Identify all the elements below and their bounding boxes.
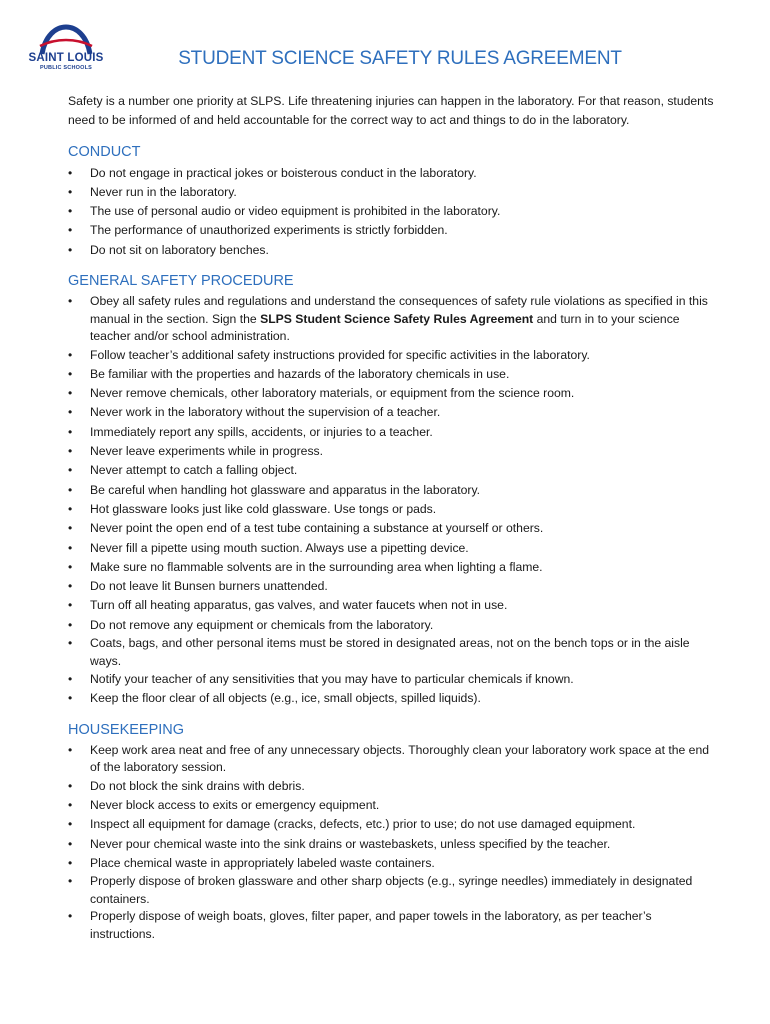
bullet-icon: • bbox=[68, 501, 73, 516]
bullet-icon: • bbox=[68, 184, 73, 199]
list-item: • Never work in the laboratory without the supervision of a teacher. bbox=[68, 403, 718, 422]
list-item: • Hot glassware looks just like cold glassware. Use tongs or pads. bbox=[68, 500, 718, 519]
list-item: • Obey all safety rules and regulations and understand the consequences of safety rule violations as specified in this manual in the section. Sign the SLPS Student Science Safety Rules Agreement and turn in to your science teacher and/or school administration. bbox=[68, 294, 708, 344]
list-item: • Do not engage in practical jokes or boisterous conduct in the laboratory. bbox=[68, 164, 718, 183]
bullet-icon: • bbox=[68, 294, 73, 309]
bullet-icon: • bbox=[68, 672, 73, 687]
bullet-icon: • bbox=[68, 347, 73, 362]
bullet-icon: • bbox=[68, 540, 73, 555]
list-item: • Keep work area neat and free of any unnecessary objects. Thoroughly clean your laboratory work space at the end of the laboratory session. bbox=[68, 742, 709, 775]
general-safety-list bbox=[68, 293, 718, 709]
bullet-icon: • bbox=[68, 386, 73, 401]
bullet-icon: • bbox=[68, 366, 73, 381]
bullet-icon: • bbox=[68, 521, 73, 536]
conduct-list bbox=[68, 164, 718, 260]
bullet-icon: • bbox=[68, 223, 73, 238]
intro-paragraph: Safety is a number one priority at SLPS. Life threatening injuries can happen in the laboratory. For that reason, students need to be informed of and held accountable for the correct way to act and things to do in the laboratory. bbox=[68, 94, 714, 128]
list-item: • Be careful when handling hot glassware and apparatus in the laboratory. bbox=[68, 481, 718, 500]
bullet-icon: • bbox=[68, 579, 73, 594]
bullet-icon: • bbox=[68, 204, 73, 219]
logo-text: SAINT LOUIS bbox=[28, 52, 104, 64]
bullet-icon: • bbox=[68, 836, 73, 851]
list-item: • Never run in the laboratory. bbox=[68, 183, 718, 202]
list-item: • Immediately report any spills, accidents, or injuries to a teacher. bbox=[68, 423, 718, 442]
bullet-icon: • bbox=[68, 598, 73, 613]
list-item: • Place chemical waste in appropriately labeled waste containers. bbox=[68, 854, 718, 873]
bullet-icon: • bbox=[68, 463, 73, 478]
list-item: • Never fill a pipette using mouth suction. Always use a pipetting device. bbox=[68, 539, 718, 558]
bullet-icon: • bbox=[68, 617, 73, 632]
housekeeping-list bbox=[68, 742, 718, 943]
bullet-icon: • bbox=[68, 405, 73, 420]
page-title: STUDENT SCIENCE SAFETY RULES AGREEMENT bbox=[178, 48, 622, 69]
list-item: • Be familiar with the properties and hazards of the laboratory chemicals in use. bbox=[68, 365, 718, 384]
list-item: • Never pour chemical waste into the sink drains or wastebaskets, unless specified by the teacher. bbox=[68, 835, 718, 854]
list-item: • Never attempt to catch a falling object. bbox=[68, 461, 718, 480]
section-heading-general-safety: GENERAL SAFETY PROCEDURE bbox=[68, 273, 294, 290]
bullet-icon: • bbox=[68, 165, 73, 180]
list-item: • Never leave experiments while in progress. bbox=[68, 442, 718, 461]
list-item: • Keep the floor clear of all objects (e.g., ice, small objects, spilled liquids). bbox=[68, 689, 718, 708]
bullet-icon: • bbox=[68, 444, 73, 459]
list-item: • Do not leave lit Bunsen burners unattended. bbox=[68, 577, 718, 596]
bullet-icon: • bbox=[68, 742, 73, 757]
list-item: • Make sure no flammable solvents are in the surrounding area when lighting a flame. bbox=[68, 558, 718, 577]
list-item: • Never remove chemicals, other laboratory materials, or equipment from the science room. bbox=[68, 384, 718, 403]
bullet-icon: • bbox=[68, 559, 73, 574]
bullet-icon: • bbox=[68, 909, 73, 924]
bullet-icon: • bbox=[68, 874, 73, 889]
list-item: • Never point the open end of a test tube containing a substance at yourself or others. bbox=[68, 519, 718, 538]
list-item: • Do not block the sink drains with debris. bbox=[68, 777, 718, 796]
bullet-icon: • bbox=[68, 855, 73, 870]
agreement-name: SLPS Student Science Safety Rules Agreement bbox=[260, 311, 534, 326]
list-item: • Properly dispose of weigh boats, gloves, filter paper, and paper towels in the laboratory, as per teacher’s instructions. bbox=[68, 909, 652, 941]
bullet-icon: • bbox=[68, 636, 73, 651]
document-body bbox=[68, 92, 718, 943]
bullet-icon: • bbox=[68, 242, 73, 257]
bullet-icon: • bbox=[68, 778, 73, 793]
bullet-icon: • bbox=[68, 817, 73, 832]
bullet-icon: • bbox=[68, 691, 73, 706]
list-item: • The use of personal audio or video equipment is prohibited in the laboratory. bbox=[68, 202, 718, 221]
list-item: • Inspect all equipment for damage (cracks, defects, etc.) prior to use; do not use damaged equipment. bbox=[68, 815, 718, 834]
list-item: • Do not sit on laboratory benches. bbox=[68, 241, 718, 260]
list-item: • Properly dispose of broken glassware and other sharp objects (e.g., syringe needles) immediately in designated containers. bbox=[68, 874, 693, 906]
section-heading-housekeeping: HOUSEKEEPING bbox=[68, 721, 185, 738]
bullet-icon: • bbox=[68, 424, 73, 439]
section-heading-conduct: CONDUCT bbox=[68, 143, 141, 160]
list-item: • Notify your teacher of any sensitivities that you may have to particular chemicals if known. bbox=[68, 670, 718, 689]
list-item: • Never block access to exits or emergency equipment. bbox=[68, 796, 718, 815]
list-item: • The performance of unauthorized experiments is strictly forbidden. bbox=[68, 221, 718, 240]
logo-subtext: PUBLIC SCHOOLS bbox=[40, 65, 92, 71]
bullet-icon: • bbox=[68, 482, 73, 497]
list-item: • Coats, bags, and other personal items must be stored in designated areas, not on the bench tops or in the aisle ways. bbox=[68, 636, 690, 668]
list-item: • Follow teacher’s additional safety instructions provided for specific activities in the laboratory. bbox=[68, 346, 718, 365]
bullet-icon: • bbox=[68, 797, 73, 812]
list-item: • Do not remove any equipment or chemicals from the laboratory. bbox=[68, 616, 718, 635]
list-item: • Turn off all heating apparatus, gas valves, and water faucets when not in use. bbox=[68, 596, 718, 615]
